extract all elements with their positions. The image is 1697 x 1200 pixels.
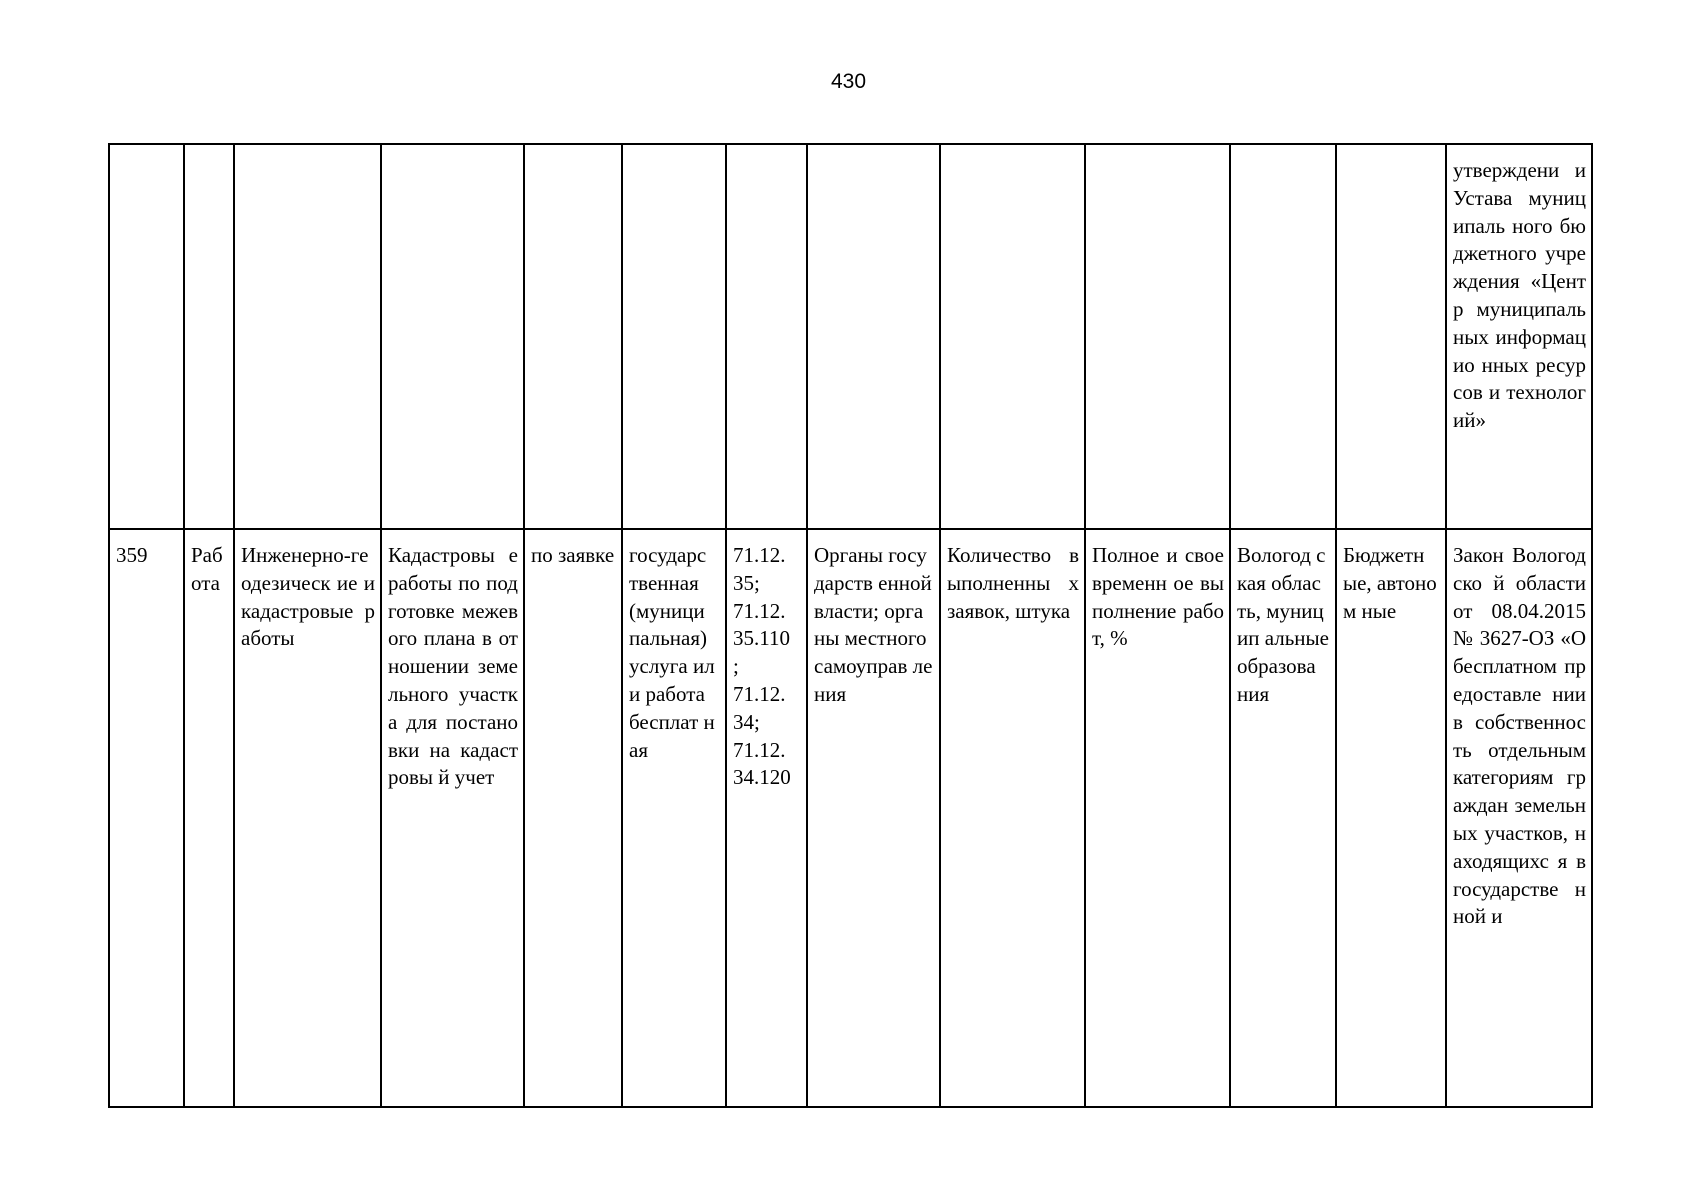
cell-institution-type	[1336, 144, 1446, 529]
cell-content: Кадастровы е работы по подготовке межевого плана в отношении земельного участка для постановки на кадастровы й учет	[381, 529, 524, 1107]
cell-territory: Вологод ская область, муницип альные образова ния	[1230, 529, 1336, 1107]
cell-type: Раб ота	[184, 529, 234, 1107]
cell-legal-basis: Закон Вологодско й области от 08.04.2015 № 3627-ОЗ «О бесплатном предоставле нии в собственнос ть отдельным категориям граждан земельных участков, находящихс я в государстве нной и	[1446, 529, 1592, 1107]
cell-volume-indicator	[940, 144, 1085, 529]
cell-institution-type: Бюджетн ые, автоном ные	[1336, 529, 1446, 1107]
cell-conditions	[524, 144, 622, 529]
cell-number	[109, 144, 184, 529]
cell-number: 359	[109, 529, 184, 1107]
services-table	[108, 143, 1593, 1108]
table-row-359	[109, 529, 1592, 1107]
cell-form	[622, 144, 726, 529]
table-row-continuation	[109, 144, 1592, 529]
cell-consumers: Органы государств енной власти; органы местного самоуправ ления	[807, 529, 940, 1107]
cell-quality-indicator	[1085, 144, 1230, 529]
cell-okved: 71.12. 35; 71.12. 35.110 ; 71.12. 34; 71.12. 34.120	[726, 529, 807, 1107]
cell-form: государс твенная (муници пальная) услуга или работа бесплат ная	[622, 529, 726, 1107]
cell-name	[234, 144, 381, 529]
cell-consumers	[807, 144, 940, 529]
cell-conditions: по заявке	[524, 529, 622, 1107]
cell-type	[184, 144, 234, 529]
cell-quality-indicator: Полное и своевременн ое выполнение работ, %	[1085, 529, 1230, 1107]
page-number: 430	[830, 70, 867, 93]
cell-content	[381, 144, 524, 529]
cell-volume-indicator: Количество выполненны х заявок, штука	[940, 529, 1085, 1107]
cell-okved	[726, 144, 807, 529]
cell-territory	[1230, 144, 1336, 529]
cell-legal-basis: утверждени и Устава муниципаль ного бюджетного учреждения «Центр муниципаль ных информацио нных ресурсов и технологий»	[1446, 144, 1592, 529]
cell-name: Инженерно-геодезическ ие и кадастровые работы	[234, 529, 381, 1107]
